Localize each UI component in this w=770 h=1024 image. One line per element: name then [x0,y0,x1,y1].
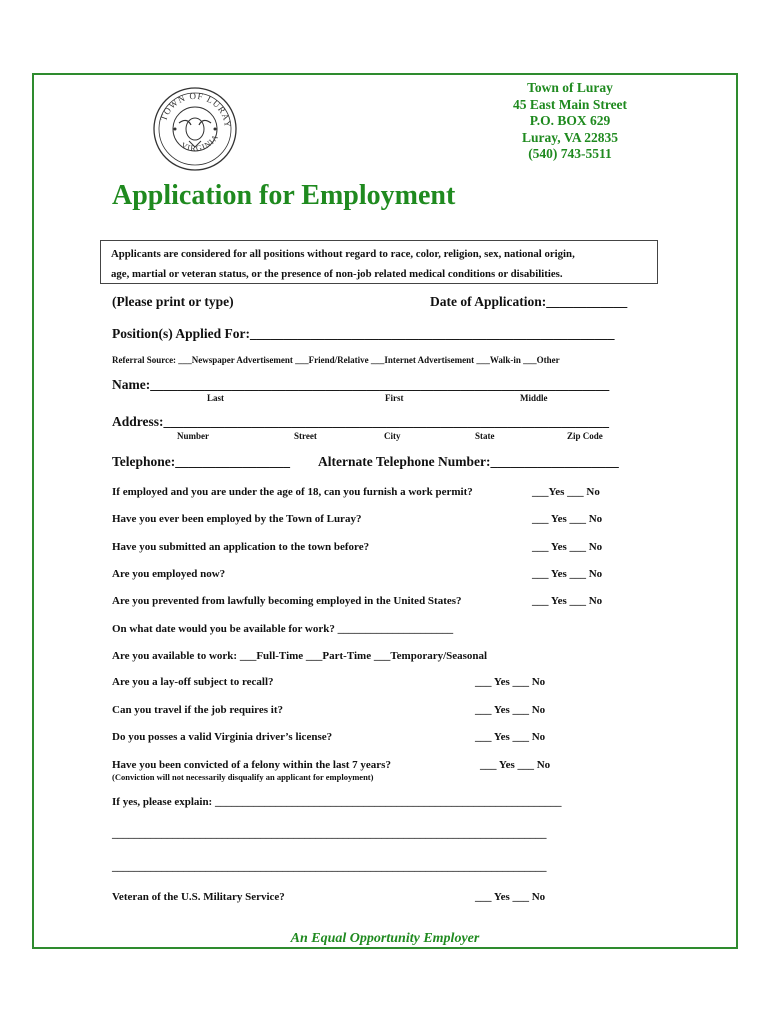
question-text: Have you ever been employed by the Town of Luray? [112,513,362,525]
question-text: Can you travel if the job requires it? [112,704,283,716]
telephone-field[interactable]: Telephone:_________________ [112,454,291,469]
yes-no-answer[interactable]: ___ Yes ___ No [532,541,603,553]
notice-line: Applicants are considered for all positions without regard to race, color, religion, sex, national origin, [111,248,575,260]
available-date-field[interactable]: On what date would you be available for work? _____________________ [112,623,454,635]
question-text: Are you prevented from lawfully becoming employed in the United States? [112,595,462,607]
felony-note: (Conviction will not necessarily disqualify an applicant for employment) [112,772,374,782]
yes-no-answer[interactable]: ___ Yes ___ No [532,568,603,580]
explain-line[interactable]: _______________________________________________________________________________ [112,861,547,873]
address-zip-label: Zip Code [567,431,603,441]
address-line: Luray, VA 22835 [522,129,618,145]
name-first-label: First [385,393,404,403]
print-instruction: (Please print or type) [112,294,234,309]
town-address [470,80,670,163]
positions-applied-field[interactable]: Position(s) Applied For:______________________________________________________ [112,326,615,341]
svg-text:VIRGINIA: VIRGINIA [179,132,221,154]
name-field[interactable]: Name:____________________________________________________________________ [112,377,610,392]
explain-line[interactable]: _______________________________________________________________________________ [112,828,547,840]
yes-no-answer[interactable]: ___ Yes ___ No [480,759,551,771]
address-city-label: City [384,431,401,441]
question-text: Have you submitted an application to the town before? [112,541,370,553]
yes-no-answer[interactable]: ___ Yes ___ No [475,731,546,743]
equal-opportunity-notice [100,240,658,284]
question-text: If employed and you are under the age of 18, can you furnish a work permit? [112,486,473,498]
yes-no-answer[interactable]: ___ Yes ___ No [475,891,546,903]
question-text: Are you employed now? [112,568,226,580]
question-text: Have you been convicted of a felony within the last 7 years? [112,759,391,771]
yes-no-answer[interactable]: ___ Yes ___ No [532,595,603,607]
name-middle-label: Middle [520,393,548,403]
alternate-telephone-field[interactable]: Alternate Telephone Number:___________________ [318,454,619,469]
yes-no-answer[interactable]: ___Yes ___ No [532,486,600,498]
veteran-question: Veteran of the U.S. Military Service? [112,891,285,903]
page-title: Application for Employment [112,180,456,211]
notice-line: age, martial or veteran status, or the presence of non-job related medical conditions or disabilities. [111,268,563,280]
address-line: Town of Luray [527,80,613,95]
address-state-label: State [475,431,495,441]
yes-no-answer[interactable]: ___ Yes ___ No [475,704,546,716]
address-street-label: Street [294,431,317,441]
address-line: P.O. BOX 629 [529,113,611,128]
footer-eoe: An Equal Opportunity Employer [290,931,480,946]
address-line: (540) 743-5511 [528,146,612,161]
question-text: Are you a lay-off subject to recall? [112,676,274,688]
referral-source-field[interactable]: Referral Source: ___Newspaper Advertisement ___Friend/Relative ___Internet Advertisement ___Walk-in ___Other [112,355,560,365]
yes-no-answer[interactable]: ___ Yes ___ No [532,513,603,525]
address-number-label: Number [177,431,209,441]
availability-type-field[interactable]: Are you available to work: ___Full-Time ___Part-Time ___Temporary/Seasonal [112,650,488,662]
explain-field[interactable]: If yes, please explain: _______________________________________________________________ [112,796,562,808]
address-line: 45 East Main Street [512,96,628,112]
date-of-application-field[interactable]: Date of Application:____________ [430,294,628,309]
address-field[interactable]: Address:__________________________________________________________________ [112,414,610,429]
question-text: Do you posses a valid Virginia driver’s license? [112,731,333,743]
yes-no-answer[interactable]: ___ Yes ___ No [475,676,546,688]
name-last-label: Last [207,393,225,403]
town-seal-logo [151,87,239,171]
svg-text:TOWN OF LURAY: TOWN OF LURAY [158,90,234,129]
